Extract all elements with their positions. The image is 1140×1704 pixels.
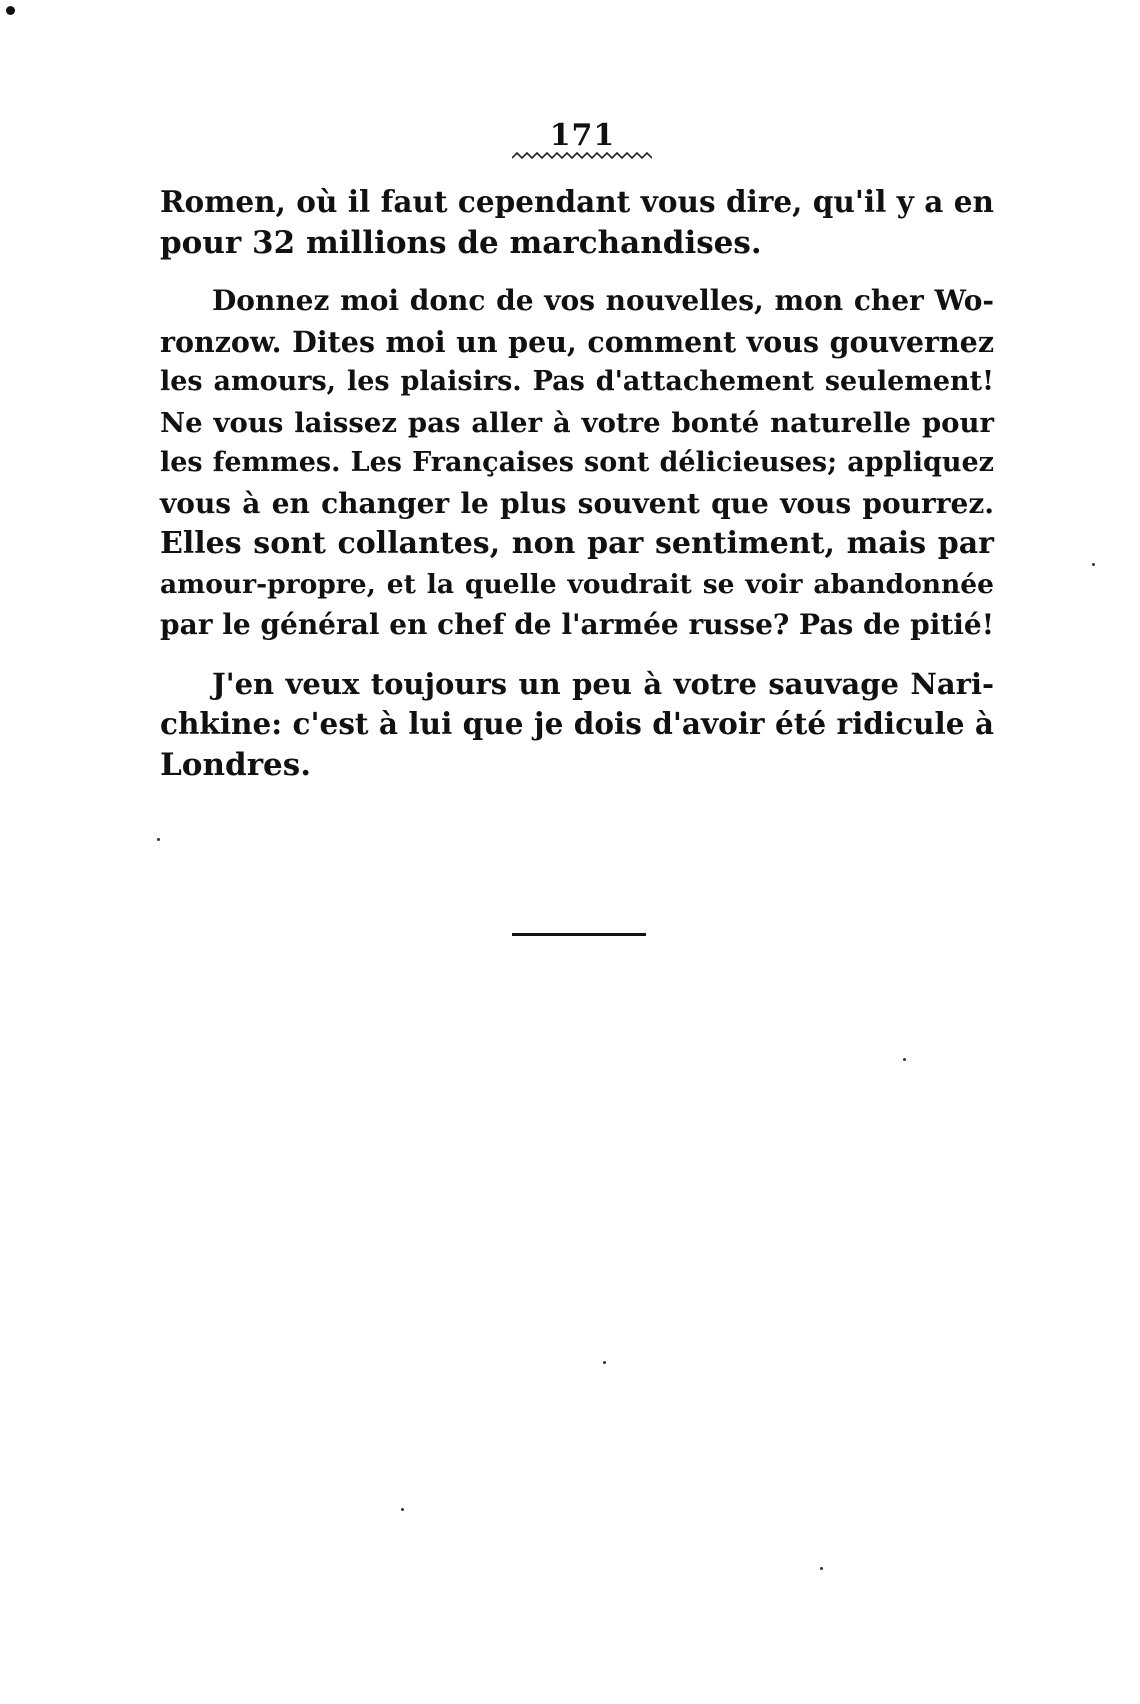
text-line: vous à en changer le plus souvent que vous pourrez.: [160, 486, 994, 520]
text-line: Ne vous laissez pas aller à votre bonté naturelle pour: [160, 406, 994, 439]
ink-speck: [6, 6, 15, 15]
text-line: chkine: c'est à lui que je dois d'avoir été ridicule à: [160, 706, 994, 741]
text-line: Romen, où il faut cependant vous dire, qu'il y a en: [160, 184, 994, 219]
text-line: ronzow. Dites moi un peu, comment vous gouvernez: [160, 324, 994, 359]
paragraph-gap: [160, 263, 994, 281]
ink-speck: [401, 1508, 404, 1511]
ink-speck: [603, 1361, 606, 1364]
letter-body: [160, 182, 994, 785]
paragraph: [160, 182, 994, 263]
ink-speck: [820, 1567, 823, 1570]
text-line: J'en veux toujours un peu à votre sauvage Nari-: [212, 666, 994, 701]
text-line: les amours, les plaisirs. Pas d'attachement seulement!: [160, 366, 994, 397]
text-line: par le général en chef de l'armée russe? Pas de pitié!: [160, 608, 995, 641]
ink-speck: [1092, 563, 1095, 566]
ornamental-wavy-rule: [512, 150, 652, 162]
text-line: amour-propre, et la quelle voudrait se voir abandonnée: [160, 568, 994, 600]
text-line: les femmes. Les Françaises sont délicieuses; appliquez: [160, 447, 994, 478]
paragraph: [160, 664, 994, 786]
text-line: Londres.: [160, 746, 311, 783]
page-number: 171: [549, 118, 616, 153]
paragraph-gap: [160, 646, 994, 664]
ink-speck: [903, 1058, 906, 1061]
text-line: Elles sont collantes, non par sentiment, mais par: [160, 526, 994, 561]
text-line: Donnez moi donc de vos nouvelles, mon cher Wo-: [212, 284, 994, 317]
section-end-rule: [512, 933, 646, 936]
text-line: pour 32 millions de marchandises.: [160, 224, 762, 261]
paragraph: [160, 281, 994, 646]
ink-speck: [157, 838, 160, 841]
